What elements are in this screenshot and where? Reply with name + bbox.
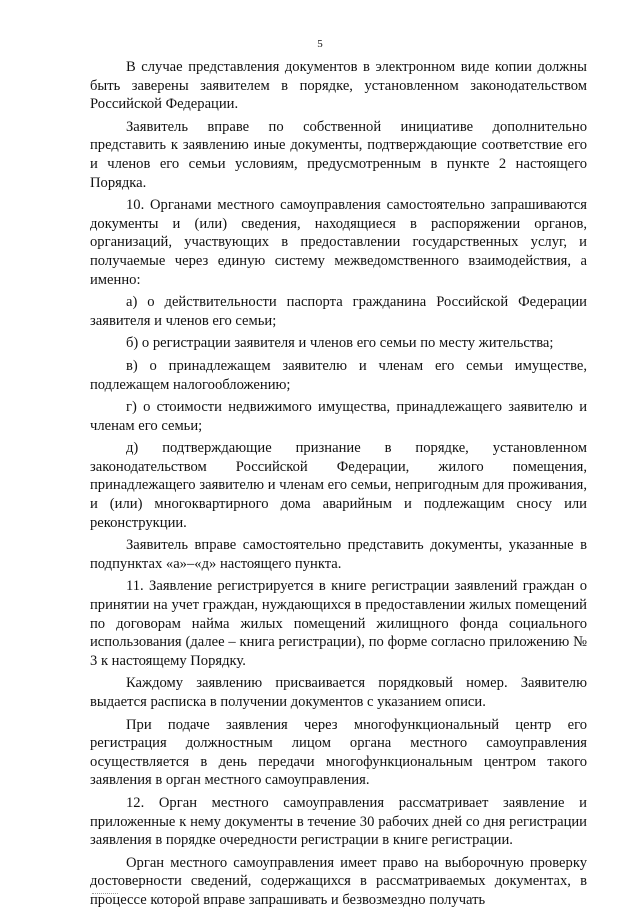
document-body (90, 58, 587, 914)
paragraph-serial-number: Каждому заявлению присваивается порядковый номер. Заявителю выдается расписка в получении документов с указанием описи. (90, 675, 587, 710)
paragraph-mfc-submission: При подаче заявления через многофункциональный центр его регистрация должностным лицом органа местного самоуправления осуществляется в день передачи многофункциональным центром такого заявления в орган местного самоуправления. (90, 716, 587, 789)
paragraph-additional-documents: Заявитель вправе по собственной инициативе дополнительно представить к заявлению иные документы, подтверждающие соответствие его и членов его семьи условиям, предусмотренным в пункте 2 настоящего Порядка. (90, 118, 587, 191)
paragraph-10-requests: 10. Органами местного самоуправления самостоятельно запрашиваются документы и (или) сведения, находящиеся в распоряжении органов, организаций, участвующих в предоставлении государственных услуг, и получаемые через единую систему межведомственного взаимодействия, а именно: (90, 197, 587, 288)
paragraph-self-submission: Заявитель вправе самостоятельно представить документы, указанные в подпунктах «а»–«д» настоящего пункта. (90, 537, 587, 572)
paragraph-10b: б) о регистрации заявителя и членов его семьи по месту жительства; (126, 335, 554, 352)
page-number: 5 (317, 38, 323, 50)
paragraph-12-review: 12. Орган местного самоуправления рассматривает заявление и приложенные к нему документы в течение 30 рабочих дней со дня регистрации заявления в порядке очередности регистрации в книге регистрации. (90, 794, 587, 849)
paragraph-10a: а) о действительности паспорта гражданина Российской Федерации заявителя и членов его семьи; (90, 294, 587, 329)
paragraph-10d: г) о стоимости недвижимого имущества, принадлежащего заявителю и членам его семьи; (90, 399, 587, 434)
paragraph-verification: Орган местного самоуправления имеет право на выборочную проверку достоверности сведений, содержащихся в рассматриваемых документах, в процессе которой вправе запрашивать и безвозмездно получать (90, 854, 587, 908)
paragraph-10c: в) о принадлежащем заявителю и членам его семьи имуществе, подлежащем налогообложению; (90, 357, 587, 393)
footer-dotted-mark (92, 893, 118, 894)
paragraph-10e: д) подтверждающие признание в порядке, установленном законодательством Российской Федерации, жилого помещения, принадлежащего заявителю и членам его семьи, непригодным для проживания, и (или) многоквартирного дома аварийным и подлежащим сносу или реконструкции. (90, 440, 587, 531)
paragraph-11-registration: 11. Заявление регистрируется в книге регистрации заявлений граждан о принятии на учет граждан, нуждающихся в предоставлении жилых помещений по договорам найма жилых помещений жилищного фонда социального использования (далее – книга регистрации), по форме согласно приложению № 3 к настоящему Порядку. (90, 578, 587, 669)
paragraph-electronic-copies: В случае представления документов в электронном виде копии должны быть заверены заявителем в порядке, установленном законодательством Российской Федерации. (90, 59, 587, 113)
